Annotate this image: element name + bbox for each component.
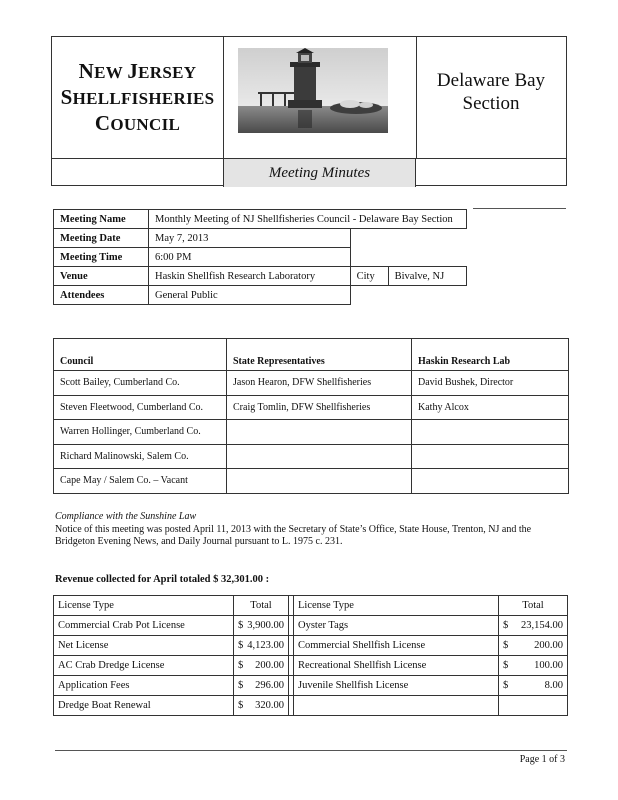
attendees-row xyxy=(54,286,467,305)
attendees-value: General Public xyxy=(149,286,351,305)
revenue-row xyxy=(54,696,568,716)
lab-member xyxy=(412,469,569,494)
council-member: Warren Hollinger, Cumberland Co. xyxy=(54,420,227,445)
venue-label: Venue xyxy=(54,267,149,286)
attendee-row xyxy=(54,444,569,469)
attendee-table xyxy=(53,338,569,494)
revenue-row xyxy=(54,616,568,636)
sunshine-line-1: Notice of this meeting was posted April 11, 2013 with the Secretary of State’s Office, State House, Trenton, NJ and the xyxy=(55,523,532,535)
license-total: $ 23,154.00 xyxy=(499,616,568,636)
license-type: Dredge Boat Renewal xyxy=(54,696,234,716)
lab-member xyxy=(412,420,569,445)
org-line-3: COUNCIL xyxy=(94,110,181,135)
license-total: $ 8.00 xyxy=(499,676,568,696)
lighthouse-photo xyxy=(238,48,388,133)
meeting-name-label: Meeting Name xyxy=(54,210,149,229)
right-license-type-header: License Type xyxy=(294,596,499,616)
right-total-header: Total xyxy=(499,596,568,616)
meeting-time-value: 6:00 PM xyxy=(149,248,351,267)
doc-type-label: Meeting Minutes xyxy=(223,159,416,187)
document-header xyxy=(51,36,567,186)
revenue-table xyxy=(53,595,568,716)
license-total: $ 200.00 xyxy=(499,636,568,656)
lab-member: David Bushek, Director xyxy=(412,371,569,396)
license-type: Recreational Shellfish License xyxy=(294,656,499,676)
section-title: Delaware Bay Section xyxy=(436,70,546,114)
left-license-type-header: License Type xyxy=(54,596,234,616)
city-value: Bivalve, NJ xyxy=(388,267,466,286)
license-total: $ 296.00 xyxy=(234,676,289,696)
venue-row xyxy=(54,267,467,286)
license-total: $ 4,123.00 xyxy=(234,636,289,656)
revenue-header-row xyxy=(54,596,568,616)
sunshine-section xyxy=(55,511,575,549)
state-rep xyxy=(227,420,412,445)
header-bottom-row xyxy=(52,158,566,187)
state-rep: Jason Hearon, DFW Shellfisheries xyxy=(227,371,412,396)
license-type: Application Fees xyxy=(54,676,234,696)
state-rep xyxy=(227,469,412,494)
page-number: Page 1 of 3 xyxy=(519,754,565,765)
revenue-row xyxy=(54,636,568,656)
col-haskin-lab: Haskin Research Lab xyxy=(412,339,569,371)
council-member: Scott Bailey, Cumberland Co. xyxy=(54,371,227,396)
org-line-1: NEW JERSEY xyxy=(78,58,197,83)
council-member: Richard Malinowski, Salem Co. xyxy=(54,444,227,469)
attendee-row xyxy=(54,469,569,494)
footer-rule xyxy=(55,750,567,751)
state-rep: Craig Tomlin, DFW Shellfisheries xyxy=(227,395,412,420)
col-council: Council xyxy=(54,339,227,371)
sunshine-line-2: Bridgeton Evening News, and Daily Journal pursuant to L. 1975 c. 231. xyxy=(55,536,343,547)
council-member: Steven Fleetwood, Cumberland Co. xyxy=(54,395,227,420)
revenue-row xyxy=(54,656,568,676)
city-label: City xyxy=(350,267,388,286)
meeting-date-value: May 7, 2013 xyxy=(149,229,351,248)
council-member: Cape May / Salem Co. – Vacant xyxy=(54,469,227,494)
revenue-heading: Revenue collected for April totaled $ 32,301.00 : xyxy=(55,574,270,585)
attendee-header-row xyxy=(54,339,569,371)
license-type: Commercial Crab Pot License xyxy=(54,616,234,636)
meeting-time-row xyxy=(54,248,467,267)
license-total: $ 3,900.00 xyxy=(234,616,289,636)
license-total xyxy=(499,696,568,716)
meeting-date-row xyxy=(54,229,467,248)
license-type: Net License xyxy=(54,636,234,656)
license-type: Juvenile Shellfish License xyxy=(294,676,499,696)
license-total: $ 320.00 xyxy=(234,696,289,716)
lab-member xyxy=(412,444,569,469)
meeting-name-value: Monthly Meeting of NJ Shellfisheries Council - Delaware Bay Section xyxy=(149,210,467,229)
divider-line xyxy=(473,208,566,209)
attendee-row xyxy=(54,420,569,445)
license-type: Commercial Shellfish License xyxy=(294,636,499,656)
license-type: Oyster Tags xyxy=(294,616,499,636)
attendee-row xyxy=(54,395,569,420)
license-total: $ 200.00 xyxy=(234,656,289,676)
meeting-time-label: Meeting Time xyxy=(54,248,149,267)
meeting-name-row xyxy=(54,210,467,229)
license-total: $ 100.00 xyxy=(499,656,568,676)
license-type: AC Crab Dredge License xyxy=(54,656,234,676)
meeting-date-label: Meeting Date xyxy=(54,229,149,248)
revenue-row xyxy=(54,676,568,696)
state-rep xyxy=(227,444,412,469)
attendees-label: Attendees xyxy=(54,286,149,305)
org-line-2: SHELLFISHERIES xyxy=(60,84,215,109)
left-total-header: Total xyxy=(234,596,289,616)
sunshine-title: Compliance with the Sunshine Law xyxy=(55,511,197,522)
license-type xyxy=(294,696,499,716)
meeting-info-table xyxy=(53,209,467,305)
org-name xyxy=(52,37,224,158)
lab-member: Kathy Alcox xyxy=(412,395,569,420)
attendee-row xyxy=(54,371,569,396)
venue-value: Haskin Shellfish Research Laboratory xyxy=(149,267,351,286)
lighthouse-photo-cell xyxy=(223,37,417,158)
col-state-reps: State Representatives xyxy=(227,339,412,371)
